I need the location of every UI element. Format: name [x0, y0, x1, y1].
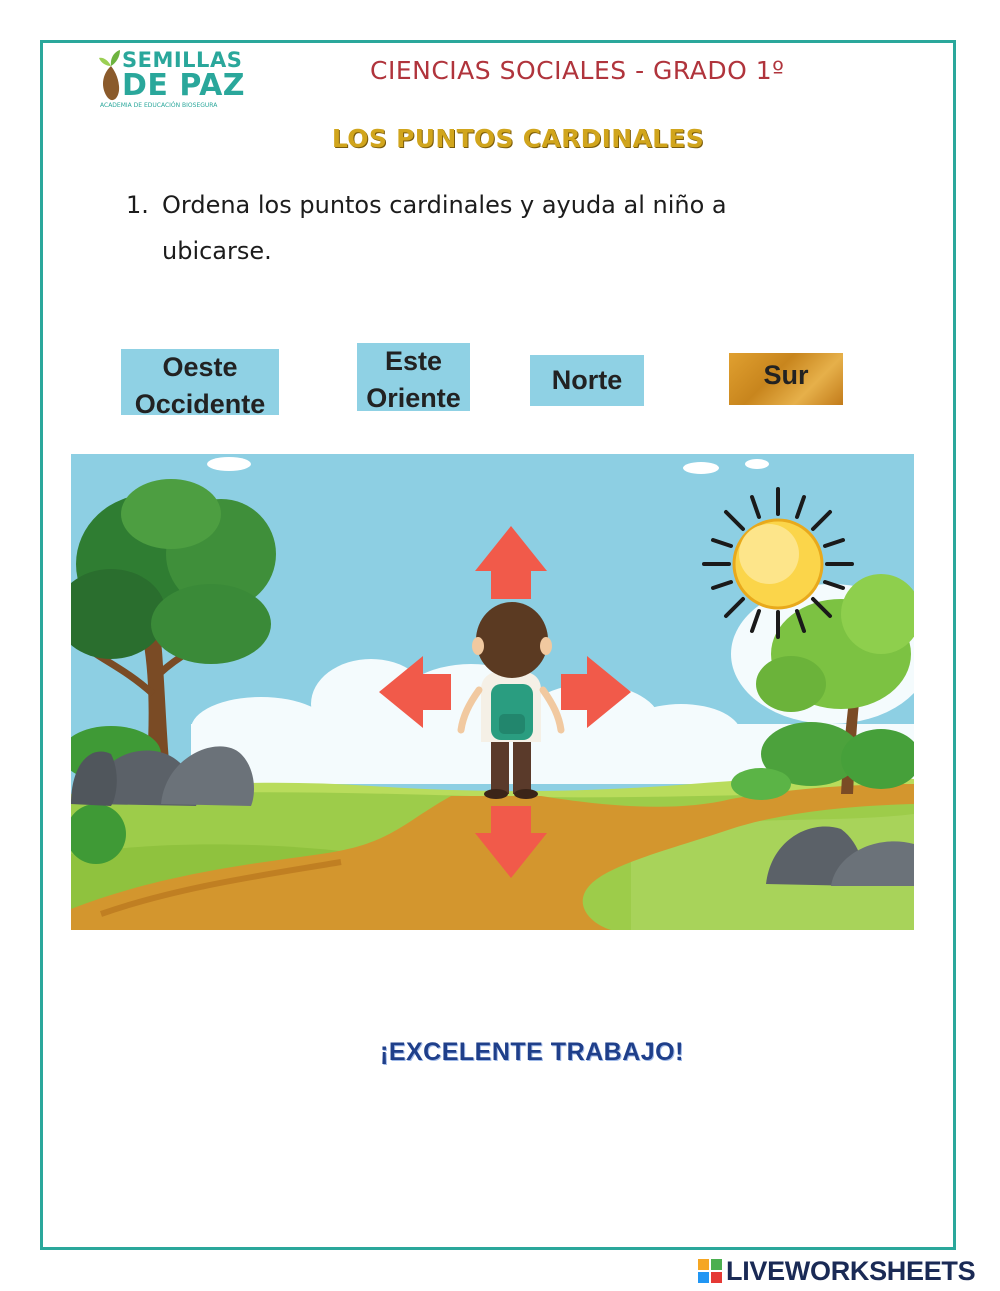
draggable-label-este[interactable]	[357, 343, 470, 411]
label-oeste-line1: Oeste	[162, 352, 238, 382]
subject-heading: CIENCIAS SOCIALES - GRADO 1º	[370, 56, 785, 85]
landscape-scene	[71, 454, 914, 930]
draggable-label-sur[interactable]: Sur	[729, 353, 843, 405]
label-oeste-line2: Occidente	[134, 389, 266, 419]
scene-illustration	[71, 454, 914, 930]
label-este-line1: Este	[384, 346, 443, 376]
brand-name: LIVEWORKSHEETS	[726, 1256, 976, 1286]
instruction-number: 1.	[126, 191, 149, 219]
completion-message: ¡EXCELENTE TRABAJO!	[380, 1038, 684, 1066]
bush	[731, 768, 791, 800]
draggable-label-norte[interactable]: Norte	[530, 355, 644, 406]
label-este-line2: Oriente	[366, 383, 461, 413]
rock-icon	[71, 746, 254, 806]
logo-line1: SEMILLAS	[122, 48, 243, 72]
instruction-text: Ordena los puntos cardinales y ayuda al niño a ubicarse.	[162, 191, 727, 265]
liveworksheets-icon	[698, 1259, 722, 1283]
logo-subtitle: ACADEMIA DE EDUCACIÓN BIOSEGURA	[100, 102, 218, 109]
logo-line2: DE PAZ	[122, 68, 246, 103]
sun-icon	[704, 489, 852, 637]
brand-logo	[698, 1256, 994, 1286]
seed-icon	[98, 48, 124, 104]
draggable-label-oeste[interactable]	[121, 349, 279, 419]
school-logo	[98, 46, 248, 110]
page-title: LOS PUNTOS CARDINALES	[331, 124, 705, 153]
